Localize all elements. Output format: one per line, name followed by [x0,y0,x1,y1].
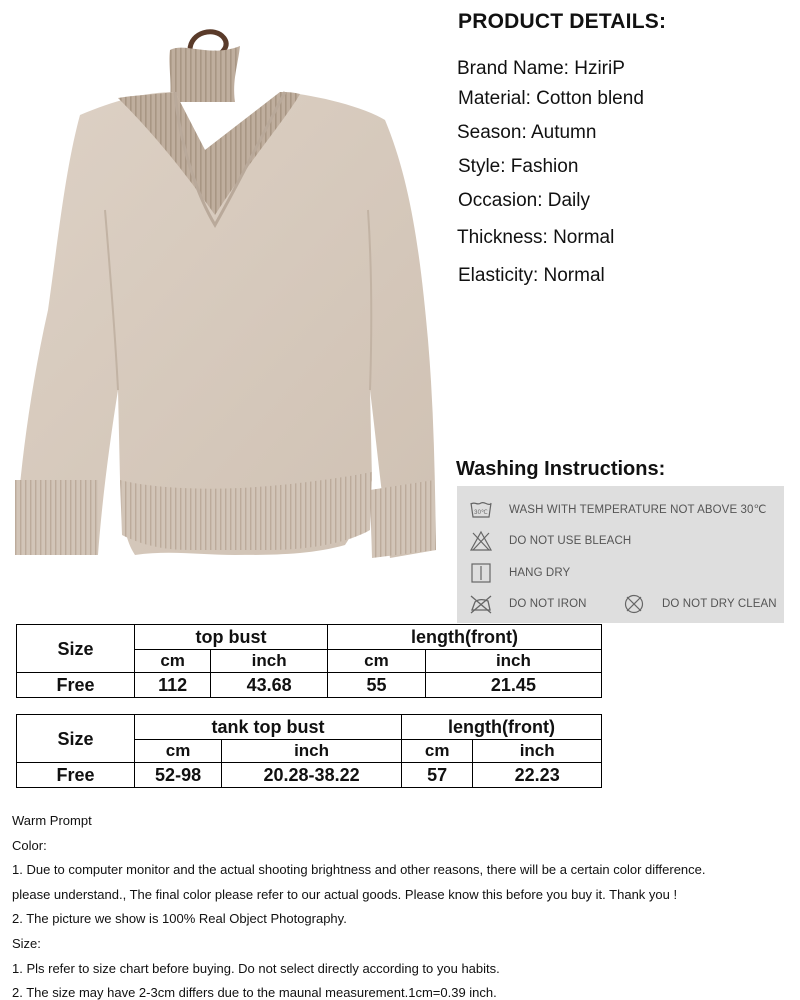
wash-row-no-iron [469,593,587,615]
note-line: Size: [12,935,41,951]
hang-dry-icon [469,562,493,584]
no-iron-icon [469,593,493,615]
detail-season: Season: Autumn [457,122,597,143]
size-header: Size [17,625,135,673]
note-line: 2. The picture we show is 100% Real Object Photography. [12,911,347,927]
group-header: length(front) [401,715,601,740]
washing-instructions-title: Washing Instructions: [456,458,666,480]
value-cell: 22.23 [473,763,602,788]
unit-header: cm [135,740,222,763]
value-cell: 43.68 [211,673,328,698]
wash-label-temperature: WASH WITH TEMPERATURE NOT ABOVE 30℃ [509,504,767,516]
wash-row-hang-dry [469,562,570,584]
value-cell: 57 [401,763,472,788]
value-cell: 20.28-38.22 [222,763,402,788]
value-cell: 55 [328,673,426,698]
value-cell: 21.45 [425,673,601,698]
unit-header: cm [328,650,426,673]
wash-icon-text: 30℃ [474,510,488,516]
detail-brand: Brand Name: HziriP [457,58,625,79]
wash-row-temperature [469,498,767,520]
group-header: length(front) [328,625,602,650]
note-line: 1. Pls refer to size chart before buying. Do not select directly according to you habits. [12,960,500,976]
wash-label-hang-dry: HANG DRY [509,567,571,579]
warm-prompt-notes [12,812,792,1000]
size-table-tank [16,714,602,788]
size-header: Size [17,715,135,763]
wash-label-no-iron: DO NOT IRON [509,598,587,610]
detail-material: Material: Cotton blend [458,88,644,109]
product-details-title: PRODUCT DETAILS: [458,10,667,33]
unit-header: inch [473,740,602,763]
size-table-top [16,624,602,698]
value-cell: 112 [135,673,211,698]
note-line: 2. The size may have 2-3cm differs due to the maunal measurement.1cm=0.39 inch. [12,985,497,1000]
detail-thickness: Thickness: Normal [457,227,615,248]
size-cell: Free [17,673,135,698]
wash-30-icon [469,498,493,520]
wash-row-no-bleach [469,530,631,552]
wash-label-no-bleach: DO NOT USE BLEACH [509,535,632,547]
product-image [10,10,440,590]
note-line: Color: [12,837,47,853]
note-heading: Warm Prompt [12,813,92,828]
group-header: top bust [135,625,328,650]
note-line: 1. Due to computer monitor and the actual shooting brightness and other reasons, there will be a certain color difference. [12,862,706,878]
no-bleach-icon [469,530,493,552]
unit-header: cm [401,740,472,763]
washing-instructions-panel [457,486,784,623]
wash-row-no-dry-clean [622,593,777,615]
group-header: tank top bust [135,715,402,740]
detail-occasion: Occasion: Daily [458,190,590,211]
detail-style: Style: Fashion [458,156,579,177]
unit-header: inch [425,650,601,673]
wash-label-no-dry-clean: DO NOT DRY CLEAN [662,598,777,610]
detail-elasticity: Elasticity: Normal [458,265,605,286]
no-dry-clean-icon [622,593,646,615]
unit-header: inch [211,650,328,673]
unit-header: cm [135,650,211,673]
unit-header: inch [222,740,402,763]
value-cell: 52-98 [135,763,222,788]
note-line: please understand., The final color please refer to our actual goods. Please know this before you buy it. Thank you ! [12,886,678,902]
size-cell: Free [17,763,135,788]
